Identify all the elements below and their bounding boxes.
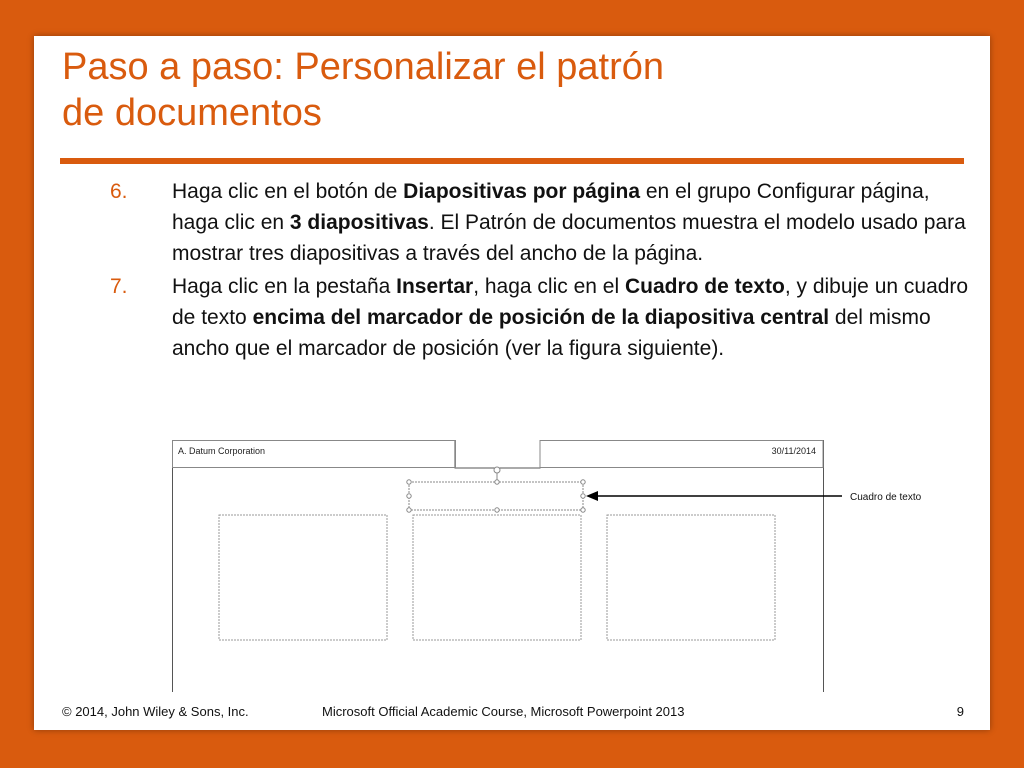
step-text xyxy=(172,180,966,265)
text-run: Haga clic en el botón de xyxy=(172,180,404,203)
text-run: , haga clic en el xyxy=(473,275,625,298)
slide xyxy=(34,36,990,730)
date-text: 30/11/2014 xyxy=(771,446,816,456)
resize-handles xyxy=(407,480,585,512)
title-line-2: de documentos xyxy=(62,92,322,134)
slide-title xyxy=(62,44,962,136)
page-number: 9 xyxy=(956,704,964,719)
step-6 xyxy=(110,176,970,269)
bold-term: Insertar xyxy=(396,275,474,298)
header-text: A. Datum Corporation xyxy=(178,446,266,456)
drawn-text-box xyxy=(409,482,583,510)
handout-master-figure xyxy=(172,440,824,692)
text-run: . El Patrón de documentos muestra el modelo usado para mostrar tres diapositivas a través del ancho de la página. xyxy=(172,211,966,265)
bold-term: Cuadro de texto xyxy=(624,275,785,298)
step-7 xyxy=(110,271,970,364)
callout-label: Cuadro de texto xyxy=(850,492,922,503)
text-run: en el grupo Configurar página, haga clic en xyxy=(172,180,930,234)
slide-placeholder-right xyxy=(607,515,775,640)
text-run: del mismo ancho que el marcador de posición (ver la figura siguiente). xyxy=(172,306,931,360)
bold-term: Diapositivas por página xyxy=(403,180,641,203)
text-run: , y dibuje un cuadro de texto xyxy=(172,275,969,329)
slide-placeholder-center xyxy=(413,515,581,640)
slide-placeholder-left xyxy=(219,515,387,640)
step-number: 6. xyxy=(110,180,128,203)
arrow-head-icon xyxy=(586,491,598,501)
text-run: Haga clic en la pestaña xyxy=(172,275,397,298)
footer-copyright: © 2014, John Wiley & Sons, Inc. xyxy=(62,704,249,719)
footer-course: Microsoft Official Academic Course, Microsoft Powerpoint 2013 xyxy=(322,704,685,719)
page-outline xyxy=(173,441,824,693)
title-line-1: Paso a paso: Personalizar el patrón xyxy=(62,46,665,88)
step-number: 7. xyxy=(110,275,128,298)
steps-list xyxy=(110,176,970,366)
callout xyxy=(584,484,984,508)
footer xyxy=(34,704,990,724)
title-rule xyxy=(60,158,964,164)
bold-term: encima del marcador de posición de la diapositiva central xyxy=(252,306,830,329)
rotate-handle xyxy=(494,467,500,473)
step-text xyxy=(172,275,968,360)
bold-term: 3 diapositivas xyxy=(289,211,429,234)
